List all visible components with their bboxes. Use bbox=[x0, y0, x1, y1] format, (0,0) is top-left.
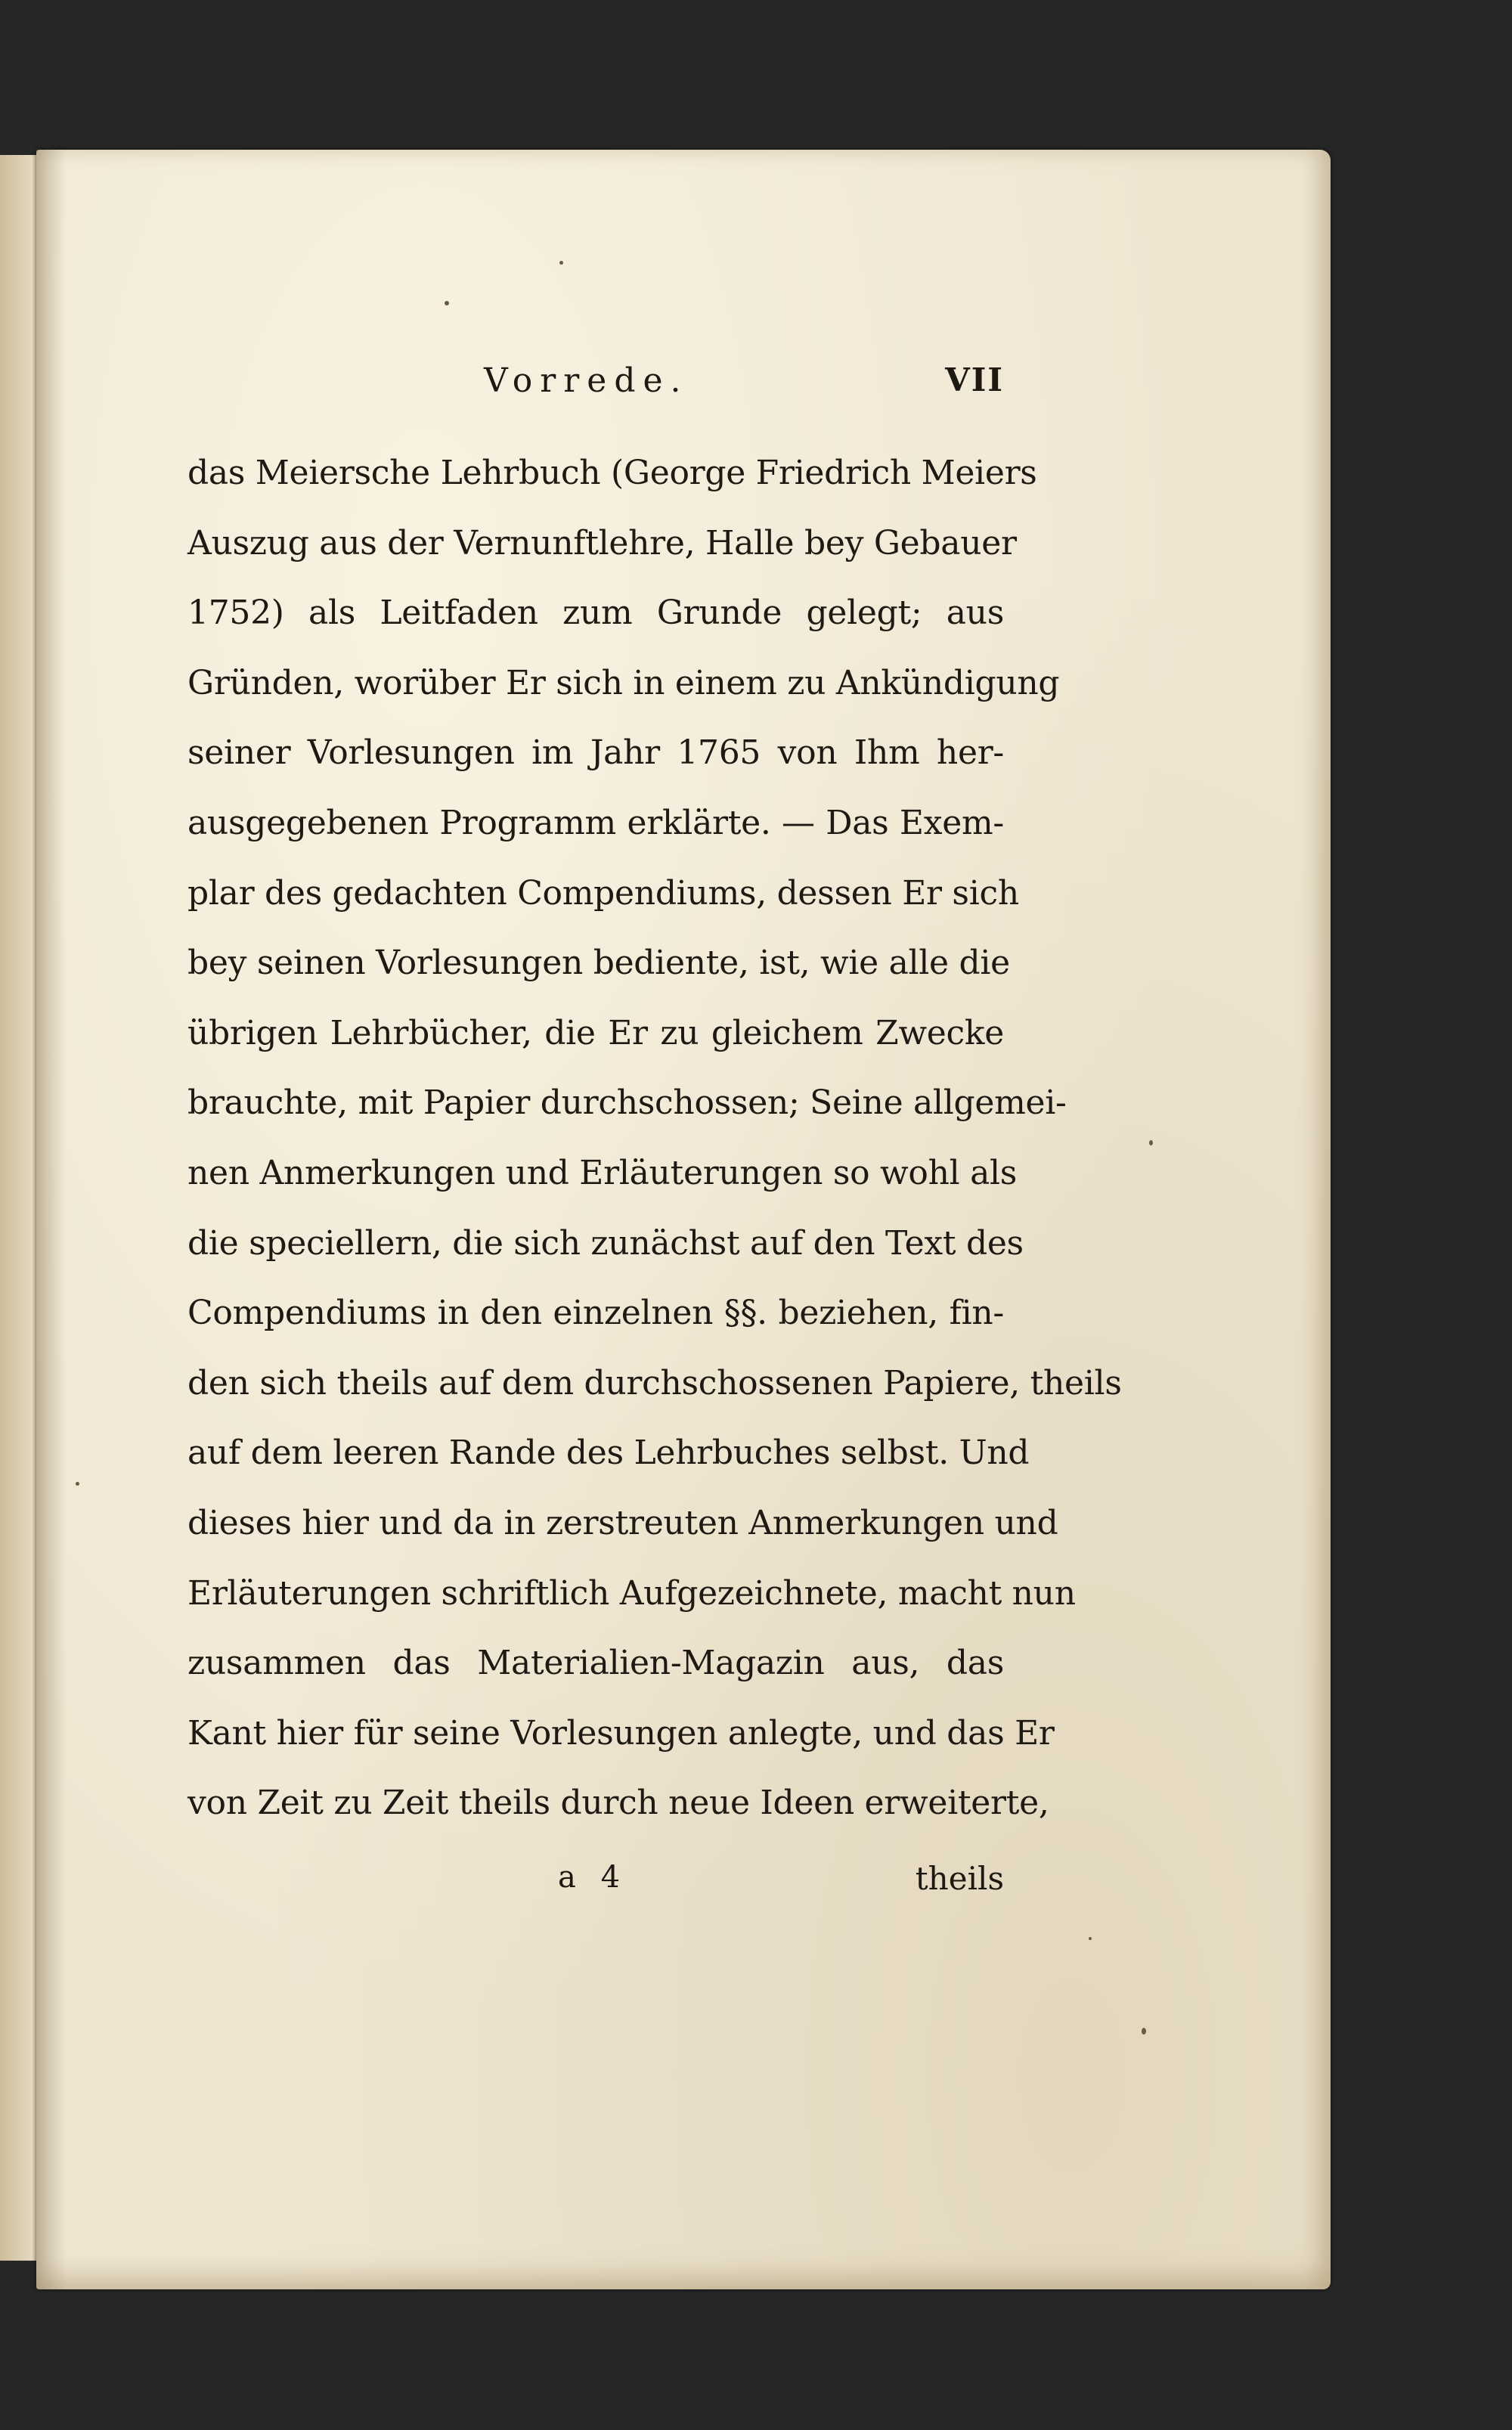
text-line: Kant hier für seine Vorlesungen anlegte, und das Er bbox=[187, 1713, 1055, 1753]
text-line: Gründen, worüber Er sich in einem zu Ankündigung bbox=[187, 663, 1060, 702]
text-line: Erläuterungen schriftlich Aufgezeichnete, macht nun bbox=[187, 1573, 1076, 1613]
text-line: nen Anmerkungen und Erläuterungen so wohl als bbox=[187, 1153, 1018, 1192]
text-line: die speciellern, die sich zunächst auf den Text des bbox=[187, 1223, 1024, 1263]
text-line: dieses hier und da in zerstreuten Anmerkungen und bbox=[187, 1503, 1058, 1542]
body-text bbox=[187, 439, 1122, 1839]
page-number: VII bbox=[945, 361, 1004, 398]
paper-speck bbox=[76, 1482, 79, 1486]
signature-mark: a 4 bbox=[558, 1860, 628, 1895]
text-line: 1752) als Leitfaden zum Grunde gelegt; aus bbox=[187, 594, 1004, 633]
paper-speck bbox=[445, 301, 449, 305]
paper-speck bbox=[1149, 1140, 1153, 1145]
text-line: ausgegebenen Programm erklärte. — Das Exem- bbox=[187, 803, 1004, 842]
text-line: zusammen das Materialien-Magazin aus, das bbox=[187, 1644, 1004, 1683]
text-line: das Meiersche Lehrbuch (George Friedrich Meiers bbox=[187, 454, 1037, 492]
catchword: theils bbox=[915, 1860, 1004, 1897]
text-line: Compendiums in den einzelnen §§. beziehen, fin- bbox=[187, 1294, 1004, 1333]
text-line: auf dem leeren Rande des Lehrbuches selbst. Und bbox=[187, 1434, 1030, 1473]
text-line: seiner Vorlesungen im Jahr 1765 von Ihm her- bbox=[187, 733, 1004, 773]
text-line: Auszug aus der Vernunftlehre, Halle bey Gebauer bbox=[187, 523, 1017, 563]
paper-speck bbox=[1142, 2028, 1146, 2035]
text-line: brauchte, mit Papier durchschossen; Seine allgemei- bbox=[187, 1083, 1067, 1123]
paper-speck bbox=[559, 261, 563, 265]
page-header bbox=[181, 361, 1004, 414]
text-line: plar des gedachten Compendiums, dessen Er sich bbox=[187, 873, 1019, 913]
text-line: von Zeit zu Zeit theils durch neue Ideen erweiterte, bbox=[187, 1784, 1049, 1823]
paper-speck bbox=[1089, 1937, 1092, 1940]
text-line: übrigen Lehrbücher, die Er zu gleichem Zwecke bbox=[187, 1013, 1004, 1052]
running-head: Vorrede. bbox=[484, 361, 689, 400]
text-line: bey seinen Vorlesungen bediente, ist, wie alle die bbox=[187, 944, 1010, 983]
text-line: den sich theils auf dem durchschossenen Papiere, theils bbox=[187, 1363, 1122, 1403]
page-footer bbox=[187, 1860, 1004, 1905]
page-gutter-shadow bbox=[36, 150, 67, 2289]
